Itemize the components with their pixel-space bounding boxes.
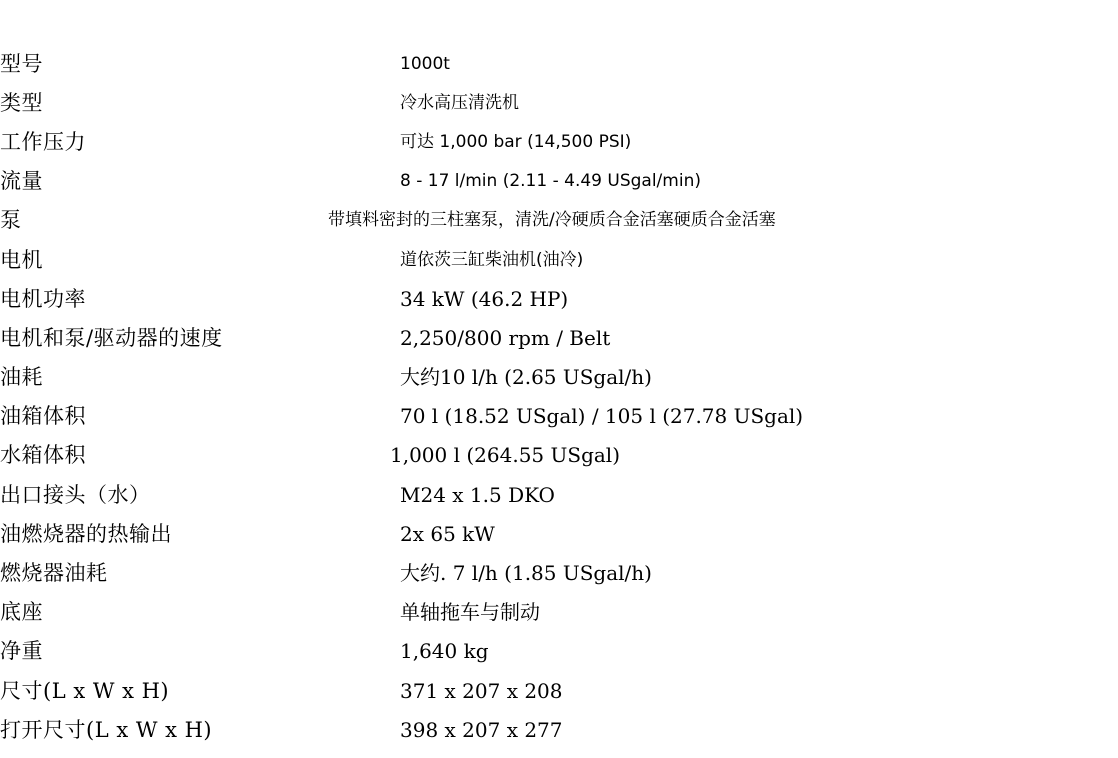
spec-label: 型号: [0, 51, 43, 76]
spec-value: 2,250/800 rpm / Belt: [400, 325, 611, 350]
spec-label: 电机和泵/驱动器的速度: [0, 325, 223, 350]
spec-value: 2x 65 kW: [400, 521, 495, 546]
spec-value: 1,000 l (264.55 USgal): [390, 443, 620, 468]
spec-label: 工作压力: [0, 129, 86, 154]
table-row: [0, 122, 1118, 161]
spec-label: 燃烧器油耗: [0, 561, 108, 586]
spec-label: 底座: [0, 600, 43, 625]
spec-label: 打开尺寸(L x W x H): [0, 717, 213, 742]
spec-value: 大约. 7 l/h (1.85 USgal/h): [400, 561, 652, 586]
spec-label: 油燃烧器的热输出: [0, 521, 172, 546]
table-row: [0, 318, 1118, 357]
table-row: [0, 44, 1118, 83]
spec-label: 类型: [0, 90, 43, 115]
spec-label: 电机: [0, 247, 43, 272]
spec-label: 油箱体积: [0, 404, 86, 429]
spec-value: 道依茨三缸柴油机(油冷): [400, 249, 584, 270]
table-row: [0, 475, 1118, 514]
spec-value: 34 kW (46.2 HP): [400, 286, 569, 311]
spec-value: 可达 1,000 bar (14,500 PSI): [400, 131, 632, 152]
spec-value: 371 x 207 x 208: [400, 678, 563, 703]
spec-value: 1,640 kg: [400, 639, 489, 664]
spec-value: 大约10 l/h (2.65 USgal/h): [400, 365, 652, 390]
spec-value: 8 - 17 l/min (2.11 - 4.49 USgal/min): [400, 171, 701, 192]
table-row: [0, 240, 1118, 279]
spec-label: 泵: [0, 208, 22, 233]
spec-label: 电机功率: [0, 286, 86, 311]
spec-value: 单轴拖车与制动: [400, 600, 540, 625]
specification-table-body: [0, 44, 1118, 749]
table-row: [0, 671, 1118, 710]
table-row: [0, 83, 1118, 122]
table-row: [0, 710, 1118, 749]
spec-value: 冷水高压清洗机: [400, 92, 519, 113]
spec-label: 尺寸(L x W x H): [0, 678, 170, 703]
spec-value: 398 x 207 x 277: [400, 717, 563, 742]
table-row: [0, 201, 1118, 240]
table-row: [0, 514, 1118, 553]
spec-value: 70 l (18.52 USgal) / 105 l (27.78 USgal): [400, 404, 804, 429]
spec-label: 出口接头（水）: [0, 482, 151, 507]
table-row: [0, 436, 1118, 475]
table-row: [0, 593, 1118, 632]
table-row: [0, 553, 1118, 592]
table-row: [0, 632, 1118, 671]
table-row: [0, 397, 1118, 436]
specification-table: [0, 44, 1118, 749]
spec-label: 水箱体积: [0, 443, 86, 468]
spec-label: 流量: [0, 169, 43, 194]
spec-value: 带填料密封的三柱塞泵，清洗/冷硬质合金活塞硬质合金活塞: [328, 210, 776, 231]
table-row: [0, 358, 1118, 397]
spec-value: 1000t: [400, 53, 450, 74]
spec-label: 油耗: [0, 365, 43, 390]
table-row: [0, 162, 1118, 201]
spec-label: 净重: [0, 639, 43, 664]
spec-value: M24 x 1.5 DKO: [400, 482, 555, 507]
table-row: [0, 279, 1118, 318]
